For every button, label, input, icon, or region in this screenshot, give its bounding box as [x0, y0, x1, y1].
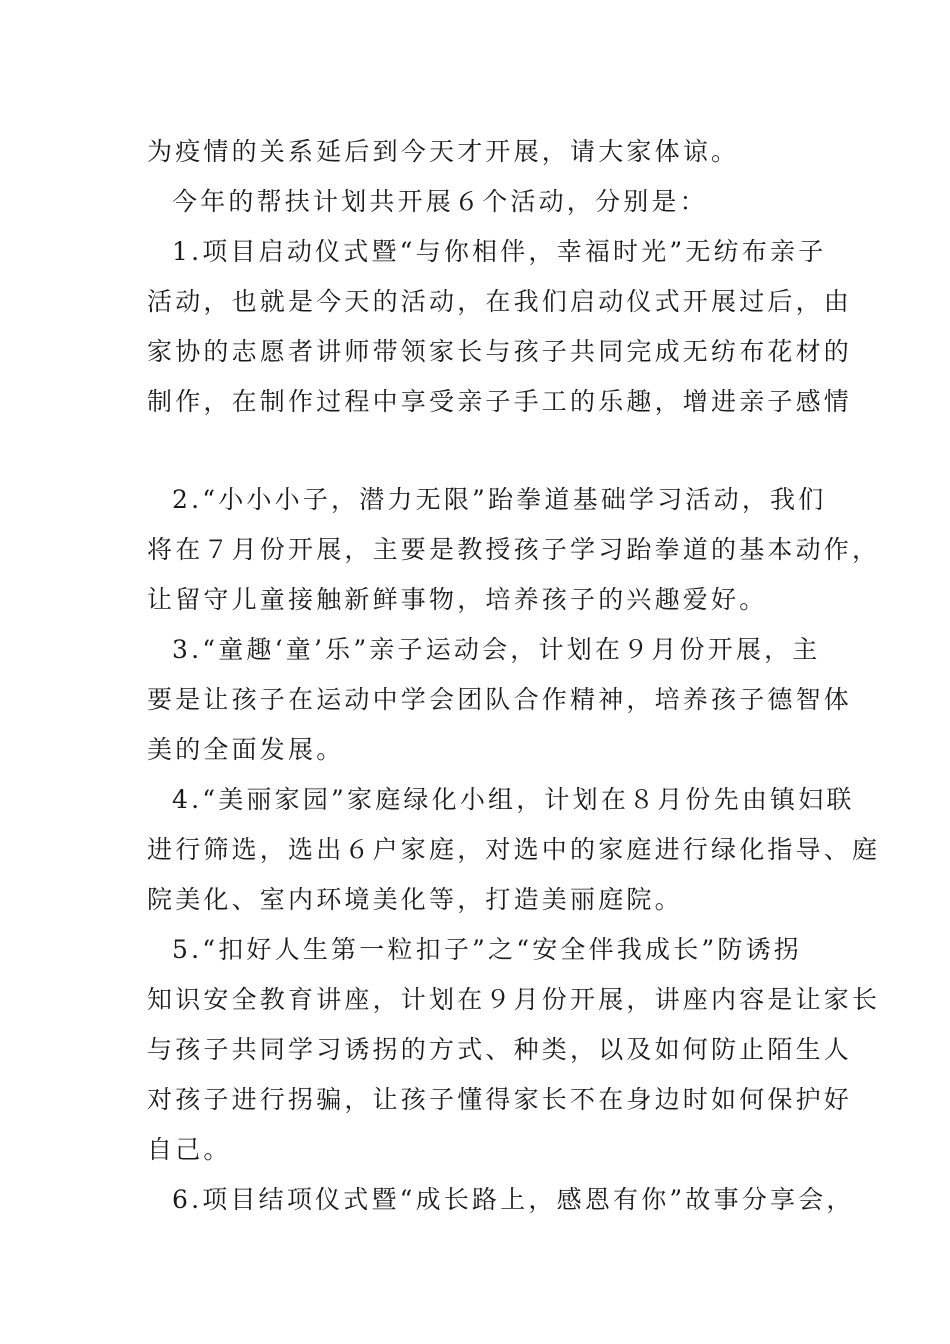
text-line: 今年的帮扶计划共开展６个活动，分别是： [172, 187, 708, 216]
text-line: 要是让孩子在运动中学会团队合作精神，培养孩子德智体 [147, 685, 853, 714]
text-line: 家协的志愿者讲师带领家长与孩子共同完成无纺布花材的 [147, 337, 853, 366]
text-line: 1.项目启动仪式暨“与你相伴，幸福时光”无纺布亲子 [172, 237, 827, 266]
text-line: 2.“小小小子，潜力无限”跆拳道基础学习活动，我们 [172, 485, 827, 514]
text-line: 院美化、室内环境美化等，打造美丽庭院。 [147, 885, 683, 914]
text-line: 美的全面发展。 [147, 735, 345, 764]
text-line: 进行筛选，选出６户家庭，对选中的家庭进行绿化指导、庭 [147, 835, 881, 864]
text-line: 制作，在制作过程中享受亲子手工的乐趣，增进亲子感情 [147, 387, 853, 416]
text-line: 6.项目结项仪式暨“成长路上，感恩有你”故事分享会， [172, 1185, 855, 1214]
text-line: 为疫情的关系延后到今天才开展，请大家体谅。 [147, 137, 740, 166]
text-line: 自己。 [147, 1135, 232, 1164]
text-line: 对孩子进行拐骗，让孩子懂得家长不在身边时如何保护好 [147, 1085, 853, 1114]
text-line: 3.“童趣‘童’乐”亲子运动会，计划在９月份开展，主 [172, 635, 821, 664]
text-line: 4.“美丽家园”家庭绿化小组，计划在８月份先由镇妇联 [172, 785, 855, 814]
text-line: 与孩子共同学习诱拐的方式、种类，以及如何防止陌生人 [147, 1035, 853, 1064]
text-line: 5.“扣好人生第一粒扣子”之“安全伴我成长”防诱拐 [172, 935, 802, 964]
text-line: 将在７月份开展，主要是教授孩子学习跆拳道的基本动作， [147, 535, 881, 564]
text-line: 让留守儿童接触新鲜事物，培养孩子的兴趣爱好。 [147, 585, 768, 614]
text-line: 活动，也就是今天的活动，在我们启动仪式开展过后，由 [147, 287, 853, 316]
text-line: 知识安全教育讲座，计划在９月份开展，讲座内容是让家长 [147, 985, 881, 1014]
